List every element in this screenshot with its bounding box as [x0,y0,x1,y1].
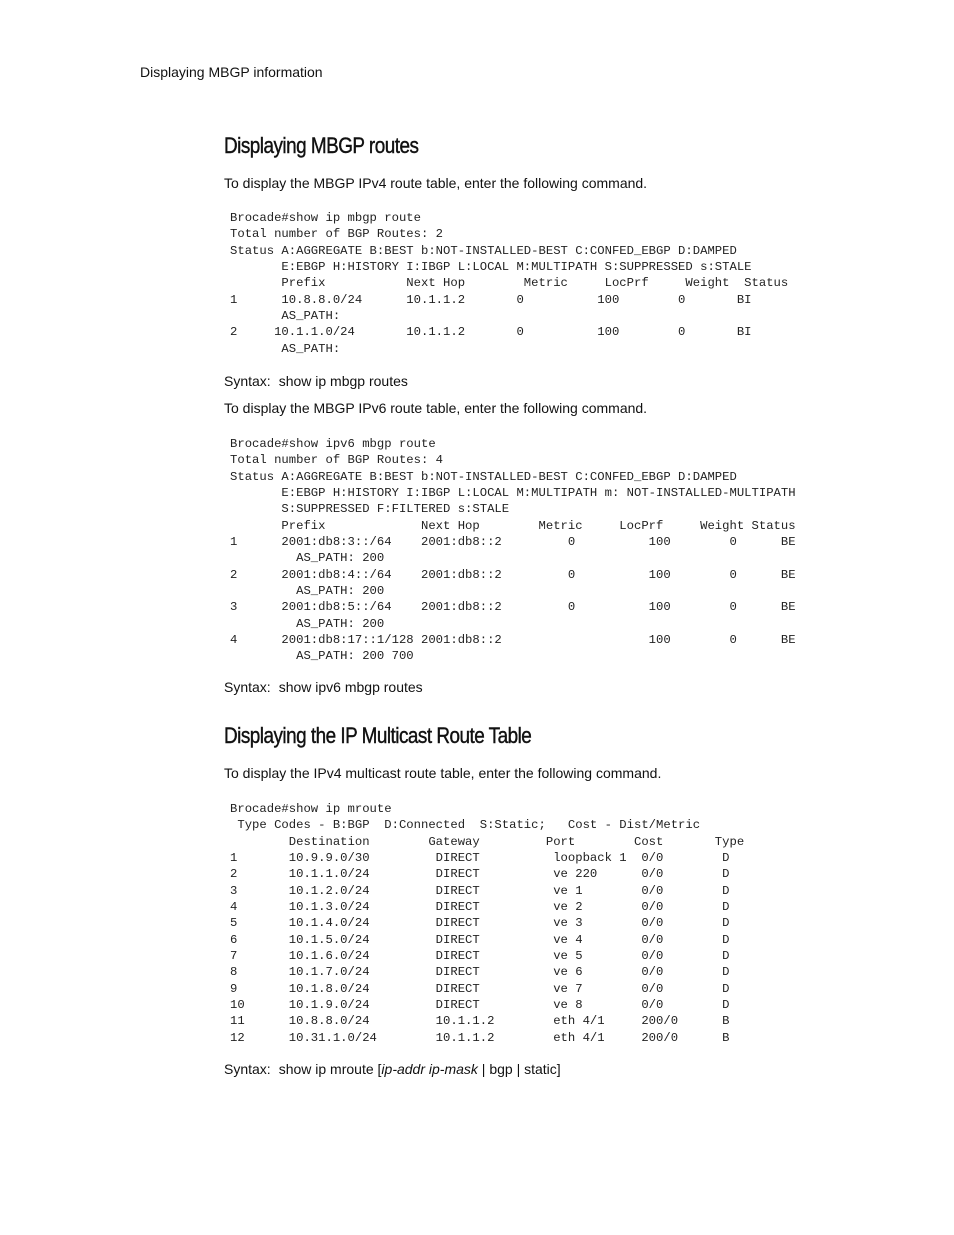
syntax-command: show ip mbgp routes [278,373,408,389]
syntax-label: Syntax: [224,679,271,695]
syntax-ipv6-mbgp [224,679,423,695]
code-ipv6-mbgp-route: Brocade#show ipv6 mbgp route Total number of BGP Routes: 4 Status A:AGGREGATE B:BEST b:NOT-INSTALLED-BEST C:CONFED_EBGP D:DAMPED E:EBGP H:HISTORY I:IBGP L:LOCAL M:MULTIPATH m: NOT-INSTALLED-MULTIPATH S:SUPPRESSED F:FILTERED s:STALE Prefix Next Hop Metric LocPrf Weight Status 1 2001:db8:3::/64 2001:db8::2 0 100 0 BE AS_PATH: 200 2 2001:db8:4::/64 2001:db8::2 0 100 0 BE AS_PATH: 200 3 2001:db8:5::/64 2001:db8::2 0 100 0 BE AS_PATH: 200 4 2001:db8:17::1/128 2001:db8::2 100 0 BE AS_PATH: 200 700 [230,437,796,664]
syntax-command: show ipv6 mbgp routes [278,679,423,695]
syntax-ip-mroute [224,1061,561,1077]
intro-ipv6-mbgp: To display the MBGP IPv6 route table, enter the following command. [224,400,648,416]
syntax-label: Syntax: [224,1061,271,1077]
syntax-arguments: ip-addr ip-mask [381,1061,478,1077]
section-title-mbgp-routes: Displaying MBGP routes [224,133,419,158]
section-title-ip-multicast-route-table: Displaying the IP Multicast Route Table [224,723,532,748]
code-ipv4-mbgp-route: Brocade#show ip mbgp route Total number of BGP Routes: 2 Status A:AGGREGATE B:BEST b:NOT-INSTALLED-BEST C:CONFED_EBGP D:DAMPED E:EBGP H:HISTORY I:IBGP L:LOCAL M:MULTIPATH S:SUPPRESSED s:STALE Prefix Next Hop Metric LocPrf Weight Status 1 10.8.8.0/24 10.1.1.2 0 100 0 BI AS_PATH: 2 10.1.1.0/24 10.1.1.2 0 100 0 BI AS_PATH: [230,211,789,356]
intro-ip-mroute: To display the IPv4 multicast route table, enter the following command. [224,765,662,781]
syntax-ipv4-mbgp [224,373,408,389]
running-header: Displaying MBGP information [140,64,323,80]
syntax-command-tail: | bgp | static] [477,1061,561,1077]
code-ip-mroute: Brocade#show ip mroute Type Codes - B:BGP D:Connected S:Static; Cost - Dist/Metric Destination Gateway Port Cost Type 1 10.9.9.0/30 DIRECT loopback 1 0/0 D 2 10.1.1.0/24 DIRECT ve 220 0/0 D 3 10.1.2.0/24 DIRECT ve 1 0/0 D 4 10.1.3.0/24 DIRECT ve 2 0/0 D 5 10.1.4.0/24 DIRECT ve 3 0/0 D 6 10.1.5.0/24 DIRECT ve 4 0/0 D 7 10.1.6.0/24 DIRECT ve 5 0/0 D 8 10.1.7.0/24 DIRECT ve 6 0/0 D 9 10.1.8.0/24 DIRECT ve 7 0/0 D 10 10.1.9.0/24 DIRECT ve 8 0/0 D 11 10.8.8.0/24 10.1.1.2 eth 4/1 200/0 B 12 10.31.1.0/24 10.1.1.2 eth 4/1 200/0 B [230,802,745,1045]
intro-ipv4-mbgp: To display the MBGP IPv4 route table, enter the following command. [224,175,648,191]
syntax-label: Syntax: [224,373,271,389]
syntax-command: show ip mroute [ [278,1061,382,1077]
